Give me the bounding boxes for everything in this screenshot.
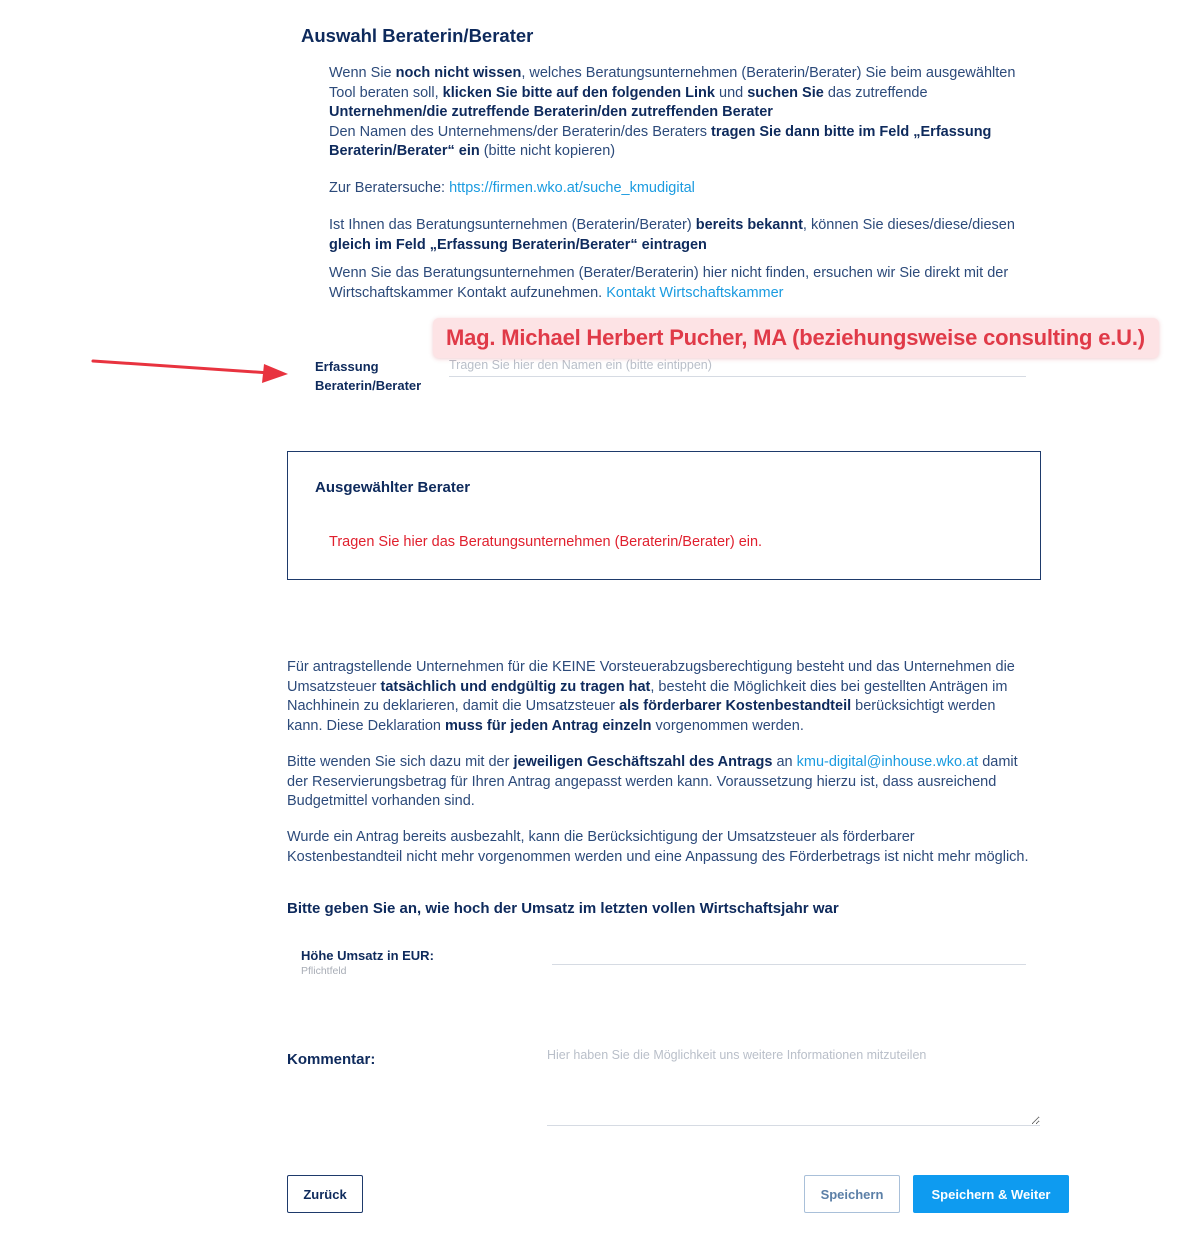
intro-text: Ist Ihnen das Beratungsunternehmen (Beraterin/Berater) [329,217,696,233]
umsatz-required-hint: Pflichtfeld [301,965,347,977]
intro-bold: Unternehmen/die zutreffende Beraterin/den zutreffenden Berater [329,104,773,120]
vat-paragraph-1 [287,658,1032,736]
intro-bold: bereits bekannt [695,217,803,233]
intro-bold: noch nicht wissen [395,65,522,81]
intro-bold: klicken Sie bitte auf den folgenden Link [442,84,715,101]
vat-text: , besteht die Möglichkeit dies bei gestellten Anträgen im Nachhinein zu deklarieren, damit die Umsatzsteuer [287,678,1008,714]
intro-text: und [714,84,748,101]
contact-wko-link[interactable]: Kontakt Wirtschaftskammer [606,284,784,301]
vat-text: vorgenommen werden. [651,717,804,734]
selected-berater-message: Tragen Sie hier das Beratungsunternehmen (Beraterin/Berater) ein. [329,534,763,550]
kmu-digital-email-link[interactable]: kmu-digital@inhouse.wko.at [796,754,979,770]
vat-bold: jeweiligen Geschäftszahl des Antrags [513,754,773,770]
intro-bold: tragen Sie dann bitte im Feld „Erfassung Beraterin/Berater“ ein [329,123,992,159]
intro-bold: gleich im Feld „Erfassung Beraterin/Berater“ eintragen [329,236,707,253]
intro-text: , können Sie dieses/diese/diesen [802,217,1015,233]
intro-text: , welches Beratungsunternehmen (Beraterin/Berater) Sie beim ausgewählten Tool beraten soll, [329,65,1016,101]
umsatz-label: Höhe Umsatz in EUR: [301,948,434,963]
selected-berater-title: Ausgewählter Berater [315,479,471,496]
berater-search-link[interactable]: https://firmen.wko.at/suche_kmudigital [449,180,695,196]
intro-bold: suchen Sie [747,84,824,101]
berater-field-label: Erfassung Beraterin/Berater [315,359,422,393]
intro-text: das zutreffende [823,84,928,101]
intro-text: Wenn Sie [329,65,396,81]
save-and-continue-button[interactable]: Speichern & Weiter [913,1175,1069,1213]
section-title: Auswahl Beraterin/Berater [301,25,534,46]
berater-search-label: Zur Beratersuche: [329,180,450,196]
vat-text: Für antragstellende Unternehmen für die KEINE Vorsteuerabzugsberechtigung besteht und das Unternehmen die Umsatzsteuer [287,659,1015,695]
vat-bold: muss für jeden Antrag einzeln [444,717,652,734]
vat-text: Bitte wenden Sie sich dazu mit der [287,754,514,770]
berater-search-paragraph [329,179,1029,199]
vat-text: an [772,754,797,770]
umsatz-question: Bitte geben Sie an, wie hoch der Umsatz im letzten vollen Wirtschaftsjahr war [287,900,839,917]
red-arrow-icon [90,352,290,386]
vat-bold: als förderbarer Kostenbestandteil [619,698,852,714]
berater-annotation-callout: Mag. Michael Herbert Pucher, MA (beziehungsweise consulting e.U.) [433,318,1159,358]
selected-berater-box [287,451,1041,580]
back-button[interactable]: Zurück [287,1175,363,1213]
intro-text: Den Namen des Unternehmens/der Beraterin/des Beraters [329,123,712,140]
vat-text: damit der Reservierungsbetrag für Ihren Antrag angepasst werden kann. Voraussetzung hierzu ist, dass ausreichend Budgetmittel vorhanden sind. [287,754,1018,809]
intro-text: (bitte nicht kopieren) [479,143,616,159]
vat-paragraph-3: Wurde ein Antrag bereits ausbezahlt, kann die Berücksichtigung der Umsatzsteuer als förderbarer Kostenbestandteil nicht mehr vorgenommen werden und eine Anpassung des Förderbetrags ist nicht mehr möglich. [287,829,1029,865]
save-button[interactable]: Speichern [804,1175,900,1213]
intro-text: Wenn Sie das Beratungsunternehmen (Berater/Beraterin) hier nicht finden, ersuchen wir Sie direkt mit der Wirtschaftskammer Kontakt aufzunehmen. [329,265,1009,301]
kommentar-textarea[interactable] [547,1046,1040,1126]
vat-bold: tatsächlich und endgültig zu tragen hat [380,678,651,695]
vat-paragraph-2 [287,753,1032,812]
vat-text: berücksichtigt werden kann. Diese Deklaration [287,698,996,734]
umsatz-input[interactable] [552,942,1026,965]
intro-paragraph-3 [329,216,1029,255]
intro-paragraph-1 [329,64,1029,162]
intro-paragraph-4 [329,264,1029,303]
kommentar-label: Kommentar: [287,1051,376,1068]
